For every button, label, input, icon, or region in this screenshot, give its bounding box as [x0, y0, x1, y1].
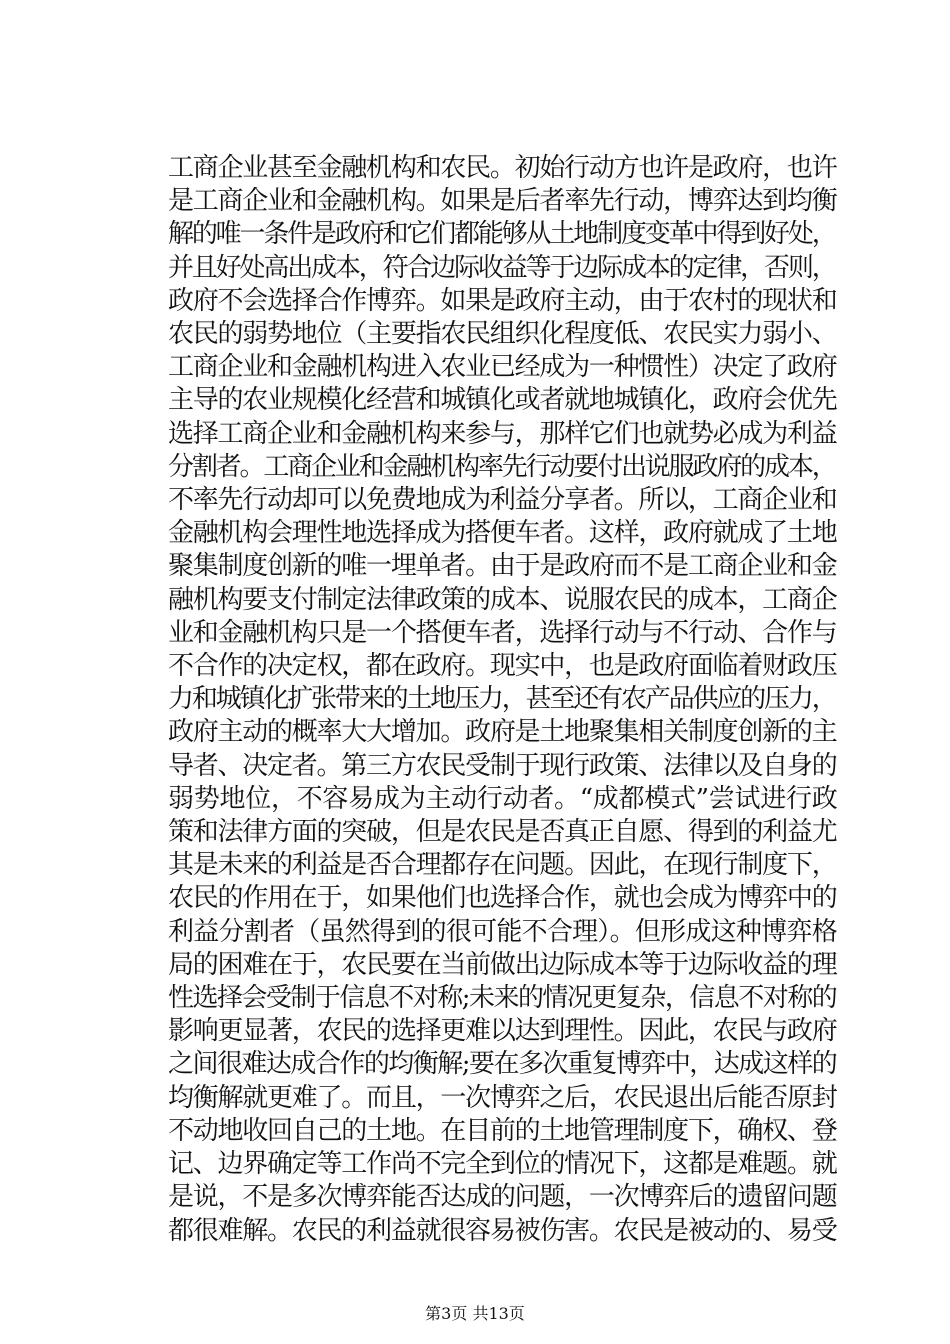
text-line: 解的唯一条件是政府和它们都能够从土地制度变革中得到好处， — [168, 219, 836, 250]
text-line: 业和金融机构只是一个搭便车者，选择行动与不行动、合作与 — [168, 617, 837, 648]
text-line: 工商企业和金融机构进入农业已经成为一种惯性）决定了政府 — [168, 352, 837, 383]
text-line: 弱势地位，不容易成为主动行动者。“成都模式”尝试进行政 — [168, 783, 838, 814]
text-line: 不动地收回自己的土地。在目前的土地管理制度下，确权、登 — [168, 1115, 837, 1146]
page-footer — [0, 1301, 950, 1324]
text-line: 农民的弱势地位（主要指农民组织化程度低、农民实力弱小、 — [168, 319, 837, 350]
text-line: 导者、决定者。第三方农民受制于现行政策、法律以及自身的 — [168, 750, 837, 781]
text-line: 不合作的决定权，都在政府。现实中，也是政府面临着财政压 — [168, 651, 837, 682]
text-line: 之间很难达成合作的均衡解;要在多次重复博弈中，达成这样的 — [168, 1049, 837, 1080]
text-line: 都很难解。农民的利益就很容易被伤害。农民是被动的、易受 — [168, 1215, 837, 1246]
text-line: 并且好处高出成本，符合边际收益等于边际成本的定律，否则， — [168, 252, 836, 283]
text-line: 力和城镇化扩张带来的土地压力，甚至还有农产品供应的压力， — [168, 684, 836, 715]
text-line: 均衡解就更难了。而且，一次博弈之后，农民退出后能否原封 — [168, 1082, 837, 1113]
text-line: 其是未来的利益是否合理都存在问题。因此，在现行制度下， — [168, 850, 837, 881]
text-line: 策和法律方面的突破，但是农民是否真正自愿、得到的利益尤 — [168, 817, 837, 848]
text-line: 金融机构会理性地选择成为搭便车者。这样，政府就成了土地 — [168, 518, 837, 549]
text-line: 工商企业甚至金融机构和农民。初始行动方也许是政府，也许 — [168, 153, 837, 183]
text-line: 分割者。工商企业和金融机构率先行动要付出说服政府的成本， — [168, 451, 836, 482]
text-line: 政府不会选择合作博弈。如果是政府主动，由于农村的现状和 — [168, 285, 837, 316]
text-line: 聚集制度创新的唯一埋单者。由于是政府而不是工商企业和金 — [168, 551, 837, 582]
text-line: 政府主动的概率大大增加。政府是土地聚集相关制度创新的主 — [168, 717, 837, 748]
text-line: 是工商企业和金融机构。如果是后者率先行动，博弈达到均衡 — [168, 186, 837, 217]
page-number: 第3页 共13页 — [425, 1304, 525, 1323]
text-line: 是说，不是多次博弈能否达成的问题，一次博弈后的遗留问题 — [168, 1182, 837, 1213]
text-line: 选择工商企业和金融机构来参与，那样它们也就势必成为利益 — [168, 418, 837, 449]
text-line: 性选择会受制于信息不对称;未来的情况更复杂，信息不对称的 — [168, 983, 837, 1014]
text-line: 局的困难在于，农民要在当前做出边际成本等于边际收益的理 — [168, 949, 837, 980]
text-line: 主导的农业规模化经营和城镇化或者就地城镇化，政府会优先 — [168, 385, 837, 416]
text-line: 农民的作用在于，如果他们也选择合作，就也会成为博弈中的 — [168, 883, 837, 914]
body-paragraph — [168, 152, 838, 1248]
text-line: 不率先行动却可以免费地成为利益分享者。所以，工商企业和 — [168, 485, 837, 516]
text-line: 利益分割者（虽然得到的很可能不合理）。但形成这种博弈格 — [168, 916, 837, 947]
text-line: 记、边界确定等工作尚不完全到位的情况下，这都是难题。就 — [168, 1149, 837, 1180]
text-line: 影响更显著，农民的选择更难以达到理性。因此，农民与政府 — [168, 1016, 837, 1047]
text-line: 融机构要支付制定法律政策的成本、说服农民的成本，工商企 — [168, 584, 837, 615]
